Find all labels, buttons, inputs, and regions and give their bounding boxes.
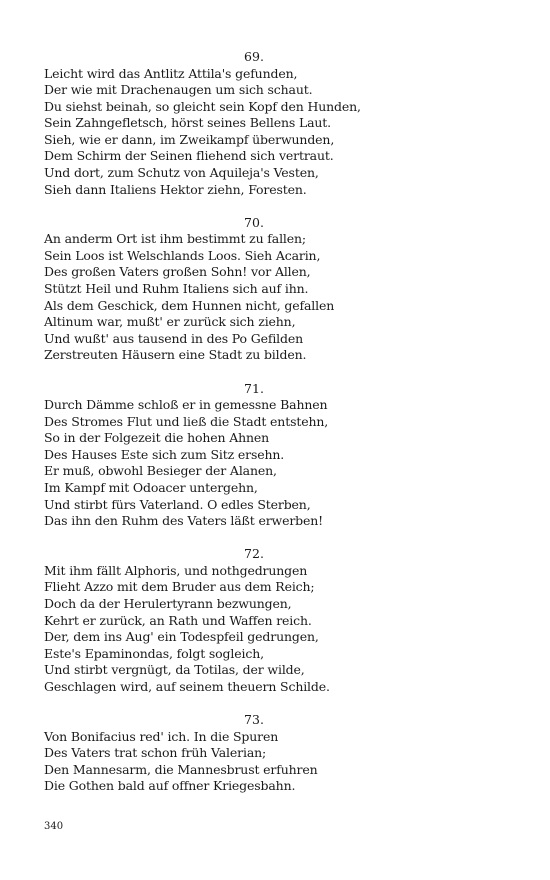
verse-line: Flieht Azzo mit dem Bruder aus dem Reich; [44,579,315,595]
verse-line: Sein Loos ist Welschlands Loos. Sieh Acarin, [44,247,321,263]
verse-line: Altinum war, mußt' er zurück sich ziehn, [44,314,296,330]
verse-line: Durch Dämme schloß er in gemessne Bahnen [44,397,328,412]
verse-line: Zerstreuten Häusern eine Stadt zu bilden. [44,347,307,363]
verse-line: Von Bonifacius red' ich. In die Spuren [44,728,279,744]
verse-line: Mit ihm fällt Alphoris, und nothgedrungen [44,562,308,578]
stanza-70 [44,215,464,364]
verse-line: Und stirbt fürs Vaterland. O edles Sterben, [44,496,311,512]
stanza-number: 73. [244,712,264,727]
verse-line: Des Hauses Este sich zum Sitz ersehn. [44,446,285,462]
verse-line: Este's Epaminondas, folgt sogleich, [44,645,264,661]
verse-line: So in der Folgezeit die hohen Ahnen [44,430,270,446]
verse-line: Des Stromes Flut und ließ die Stadt entstehn, [44,413,329,429]
verse-line: Leicht wird das Antlitz Attila's gefunden, [44,65,298,81]
verse-line: Des Vaters trat schon früh Valerian; [44,745,267,761]
page-number: 340 [44,821,64,832]
poem-page [44,49,464,811]
stanza-number: 69. [244,49,264,64]
verse-line: Sieh, wie er dann, im Zweikampf überwunden, [44,131,335,147]
verse-line: Die Gothen bald auf offner Kriegesbahn. [44,778,296,794]
stanza-72 [44,546,464,695]
verse-line: Sieh dann Italiens Hektor ziehn, Foresten. [44,181,307,197]
verse-line: Sein Zahngefletsch, hörst seines Bellens Laut. [44,115,332,131]
verse-line: Doch da der Herulertyrann bezwungen, [44,595,292,611]
verse-line: Kehrt er zurück, an Rath und Waffen reich. [44,612,312,628]
stanza-number: 70. [244,214,264,230]
stanza-73 [44,712,464,795]
verse-line: Er muß, obwohl Besieger der Alanen, [44,463,277,479]
verse-line: Im Kampf mit Odoacer untergehn, [44,479,258,495]
verse-line: Du siehst beinah, so gleicht sein Kopf den Hunden, [44,98,361,114]
verse-line: Und stirbt vergnügt, da Totilas, der wilde, [44,662,305,678]
verse-line: Als dem Geschick, dem Hunnen nicht, gefallen [44,297,335,313]
stanza-number: 72. [244,546,264,562]
verse-line: Dem Schirm der Seinen fliehend sich vertraut. [44,148,334,164]
verse-line: Und dort, zum Schutz von Aquileja's Vesten, [44,165,319,181]
stanza-number: 71. [244,380,264,396]
verse-line: Stützt Heil und Ruhm Italiens sich auf ihn. [44,281,309,297]
verse-line: Das ihn den Ruhm des Vaters läßt erwerben! [44,513,324,529]
verse-line: Geschlagen wird, auf seinem theuern Schilde. [44,678,330,694]
verse-line: Der, dem ins Aug' ein Todespfeil gedrungen, [44,629,319,645]
verse-line: Der wie mit Drachenaugen um sich schaut. [44,82,313,98]
verse-line: Des großen Vaters großen Sohn! vor Allen, [44,264,311,280]
verse-line: Und wußt' aus tausend in des Po Gefilden [44,330,304,346]
verse-line: Den Mannesarm, die Mannesbrust erfuhren [44,761,318,777]
stanza-69 [44,49,464,198]
verse-line: An anderm Ort ist ihm bestimmt zu fallen; [44,231,306,247]
stanza-71 [44,381,464,530]
